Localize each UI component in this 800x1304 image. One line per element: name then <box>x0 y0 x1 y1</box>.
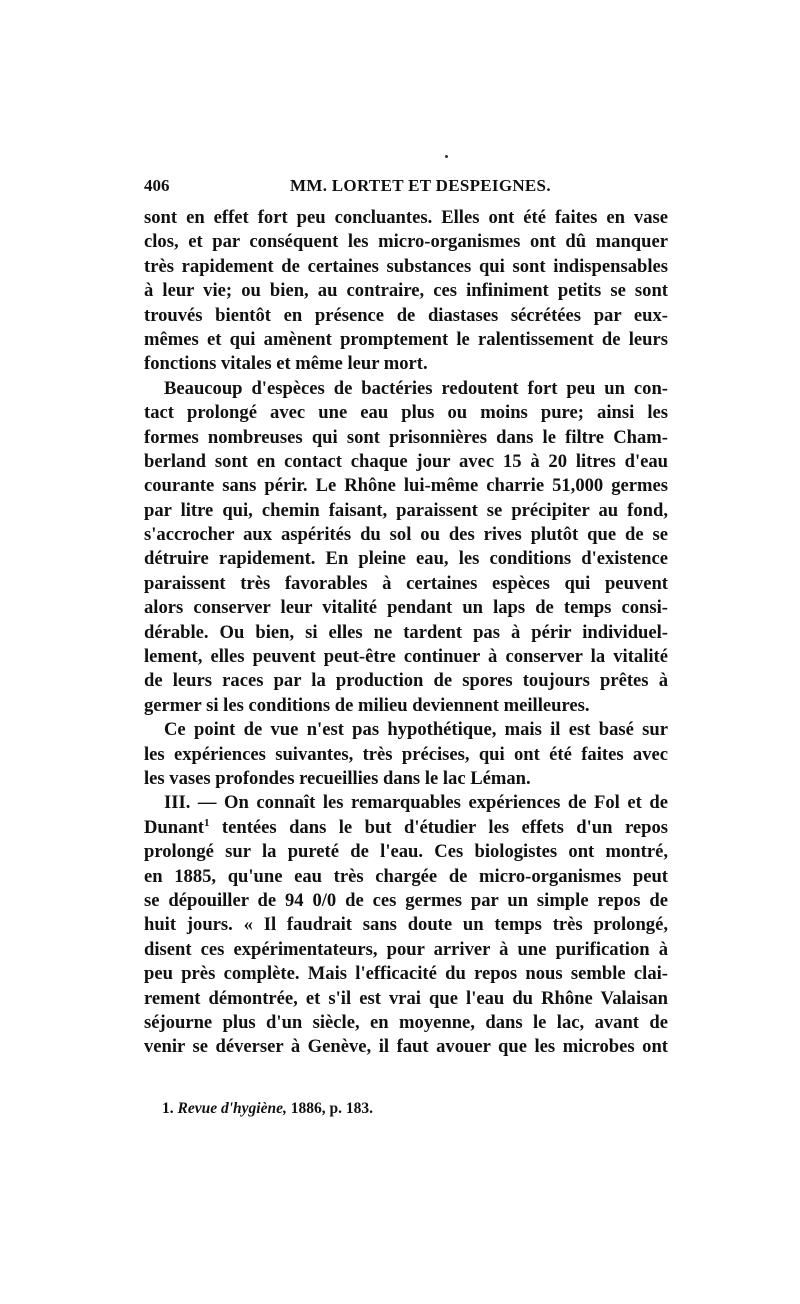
text-line: III. — On connaît les remarquables expériences de Fol et de <box>164 792 668 814</box>
text-line: tact prolongé avec une eau plus ou moins pure; ainsi les <box>144 402 668 424</box>
text-line: détruire rapidement. En pleine eau, les conditions d'existence <box>144 548 668 570</box>
text-line: venir se déverser à Genève, il faut avouer que les microbes ont <box>144 1036 668 1058</box>
page-header <box>144 176 668 200</box>
text-line: en 1885, qu'une eau très chargée de micro-organismes peut <box>144 865 668 887</box>
footnote-number: 1. <box>162 1100 174 1117</box>
text-line: lement, elles peuvent peut-être continuer à conserver la vitalité <box>144 646 668 668</box>
footnote <box>162 1100 373 1118</box>
text-line: rement démontrée, et s'il est vrai que l'eau du Rhône Valaisan <box>144 987 668 1009</box>
running-head: MM. LORTET ET DESPEIGNES. <box>290 176 551 195</box>
footnote-citation: 1886, p. 183. <box>290 1100 373 1117</box>
text-line: à leur vie; ou bien, au contraire, ces infiniment petits se sont <box>144 280 668 302</box>
text-line: huit jours. « Il faudrait sans doute un temps très prolongé, <box>144 914 668 936</box>
text-line: par litre qui, chemin faisant, paraissent se précipiter au fond, <box>144 499 668 521</box>
text-line: prolongé sur la pureté de l'eau. Ces biologistes ont montré, <box>144 841 668 863</box>
text-line: mêmes et qui amènent promptement le ralentissement de leurs <box>144 328 668 350</box>
text-line: peu près complète. Mais l'efficacité du repos nous semble clai- <box>144 963 668 985</box>
text-line: séjourne plus d'un siècle, en moyenne, dans le lac, avant de <box>144 1011 668 1033</box>
text-line: berland sont en contact chaque jour avec 15 à 20 litres d'eau <box>144 450 668 472</box>
author-name: Dunant <box>144 816 204 838</box>
page-number: 406 <box>144 176 170 195</box>
text-line: s'accrocher aux aspérités du sol ou des rives plutôt que de se <box>144 524 668 546</box>
text-line: germer si les conditions de milieu deviennent meilleures. <box>144 694 590 716</box>
text-line: courante sans périr. Le Rhône lui-même charrie 51,000 germes <box>144 475 668 497</box>
text-line: paraissent très favorables à certaines espèces qui peuvent <box>144 572 668 594</box>
text-line: Ce point de vue n'est pas hypothétique, mais il est basé sur <box>164 719 668 741</box>
footnote-title: Revue d'hygiène, <box>177 1100 287 1117</box>
text-line: alors conserver leur vitalité pendant un laps de temps consi- <box>144 597 668 619</box>
text-line: formes nombreuses qui sont prisonnières dans le filtre Cham- <box>144 426 668 448</box>
text-line: trouvés bientôt en présence de diastases sécrétées par eux- <box>144 304 668 326</box>
text-line: les vases profondes recueillies dans le lac Léman. <box>144 767 531 789</box>
text-line: se dépouiller de 94 0/0 de ces germes par un simple repos de <box>144 889 668 911</box>
text-line: très rapidement de certaines substances qui sont indispensables <box>144 255 668 277</box>
text-line: de leurs races par la production de spores toujours prêtes à <box>144 670 668 692</box>
text-line: fonctions vitales et même leur mort. <box>144 353 428 375</box>
text-line: clos, et par conséquent les micro-organismes ont dû manquer <box>144 231 668 253</box>
text-line: Beaucoup d'espèces de bactéries redoutent fort peu un con- <box>164 377 668 399</box>
text-line: disent ces expérimentateurs, pour arriver à une purification à <box>144 938 668 960</box>
text-fragment: tentées dans le but d'étudier les effets d'un repos <box>209 816 668 838</box>
text-line: les expériences suivantes, très précises, qui ont été faites avec <box>144 743 668 765</box>
text-line <box>144 816 668 840</box>
footnote-ref: 1 <box>203 816 210 829</box>
text-line: dérable. Ou bien, si elles ne tardent pas à périr individuel- <box>144 621 668 643</box>
print-speck <box>445 155 448 158</box>
text-line: sont en effet fort peu concluantes. Elles ont été faites en vase <box>144 207 668 228</box>
body-text <box>144 206 668 1060</box>
